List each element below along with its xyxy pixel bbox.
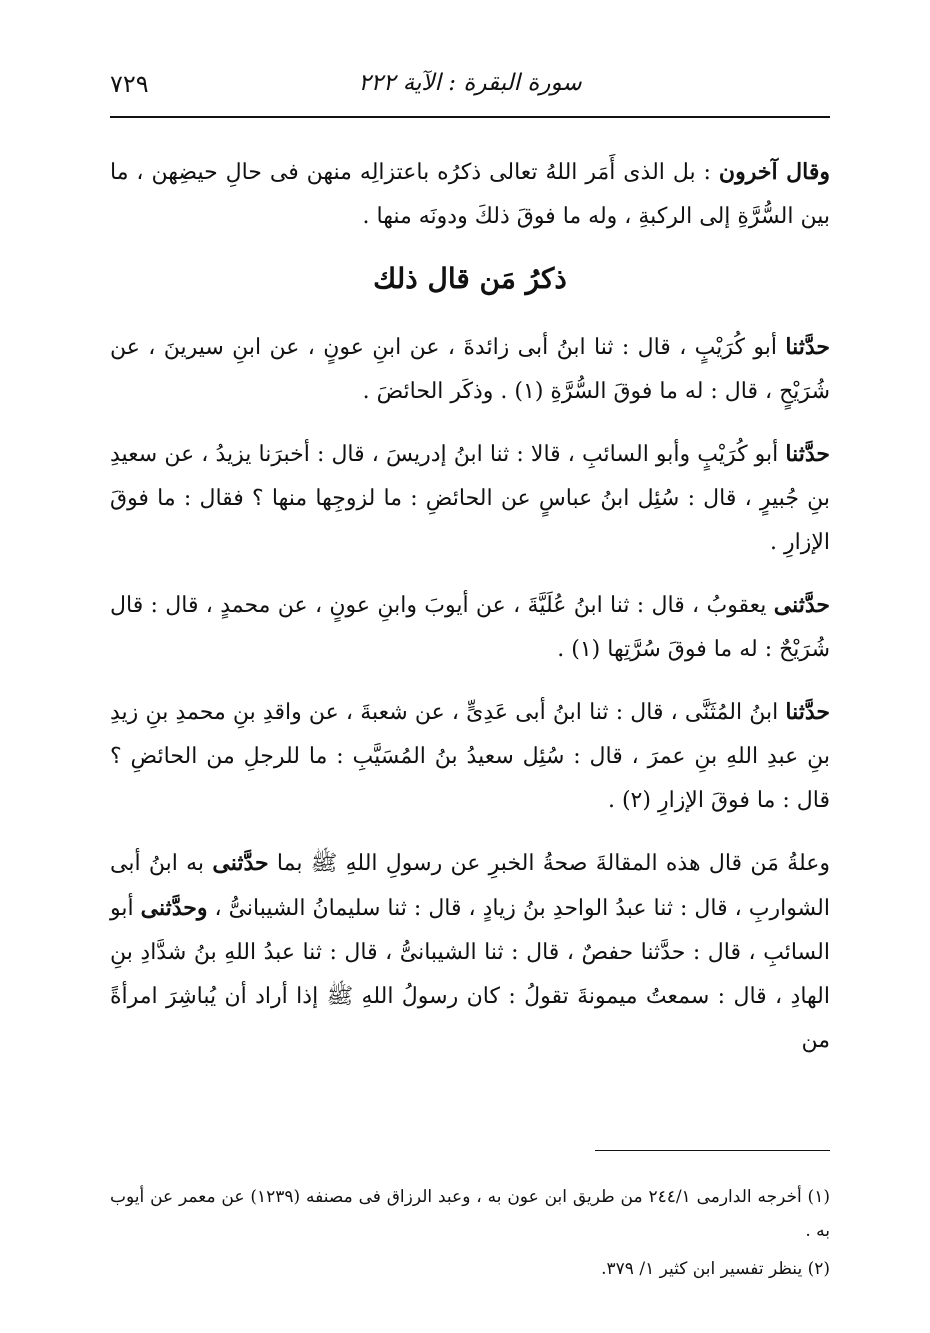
closing-lead-2: وحدَّثنى xyxy=(140,895,208,921)
narration-text: ابنُ المُثَنَّى ، قال : ثنا ابنُ أبى عَدِىٍّ ، عن شعبةَ ، عن واقدِ بنِ محمدِ بنِ زيدِ بنِ عبدِ اللهِ بنِ عمرَ ، قال : سُئِل سعيدُ بنُ المُسَيَّبِ : ما للرجلِ من الحائضِ ؟ قال : ما فوقَ الإزارِ (٢) . xyxy=(110,700,830,813)
narration-lead: حدَّثنا xyxy=(785,441,830,467)
page-number: ٧٢٩ xyxy=(110,70,149,98)
narration-text: أبو كُرَيْبٍ ، قال : ثنا ابنُ أبى زائدةَ ، عن ابنِ عونٍ ، عن ابنِ سيرينَ ، عن شُرَيْحٍ ، قال : له ما فوقَ السُّرَّةِ (١) . وذكَر الحائضَ . xyxy=(110,335,830,404)
narration-text: يعقوبُ ، قال : ثنا ابنُ عُلَيَّةَ ، عن أيوبَ وابنِ عونٍ ، عن محمدٍ ، قال : قال شُرَيْحٌ : له ما فوقَ سُرَّتِها (١) . xyxy=(110,593,830,662)
section-heading: ذكرُ مَن قال ذلك xyxy=(373,262,567,295)
footnote-item: (١) أخرجه الدارمى ٢٤٤/١ من طريق ابن عون به ، وعبد الرزاق فى مصنفه (١٢٣٩) عن معمر عن أيوب به . xyxy=(110,1187,830,1241)
main-text xyxy=(110,150,830,1081)
narration-lead: حدَّثنا xyxy=(785,699,830,725)
narration-text: أبو كُرَيْبٍ وأبو السائبِ ، قالا : ثنا ابنُ إدريسَ ، قال : أخبرَنا يزيدُ ، عن سعيدِ بنِ جُبيرٍ ، قال : سُئِل ابنُ عباسٍ عن الحائضِ : ما لزوجِها منها ؟ فقال : ما فوقَ الإزارِ . xyxy=(110,442,830,555)
closing-text-2: به ابنُ أبى الشواربِ ، قال : ثنا عبدُ الواحدِ بنُ زيادٍ ، قال : ثنا سليمانُ الشيبانىُّ ، xyxy=(110,851,830,921)
narration-paragraph xyxy=(110,690,830,823)
narration-lead: حدَّثنا xyxy=(785,334,830,360)
page-header xyxy=(110,70,830,110)
narration-paragraph xyxy=(110,583,830,672)
closing-text-1: وعلةُ مَن قال هذه المقالةَ صحةُ الخبرِ عن رسولِ اللهِ ﷺ بما xyxy=(268,851,830,876)
closing-text-3: أبو السائبِ ، قال : حدَّثنا حفصٌ ، قال : ثنا الشيبانىُّ ، قال : ثنا عبدُ اللهِ بنُ شدَّادِ بنِ الهادِ ، قال : سمعتُ ميمونةَ تقولُ : كان رسولُ اللهِ ﷺ إذا أراد أن يُباشِرَ امرأةً من xyxy=(110,896,830,1053)
narration-paragraph xyxy=(110,325,830,414)
footnote-rule xyxy=(595,1150,830,1151)
footnote-item: (٢) ينظر تفسير ابن كثير ١/ ٣٧٩. xyxy=(601,1259,830,1279)
intro-lead: وقال آخرون xyxy=(718,159,830,185)
header-rule xyxy=(110,116,830,118)
intro-paragraph xyxy=(110,150,830,239)
closing-paragraph xyxy=(110,841,830,1063)
footnotes xyxy=(110,1180,830,1290)
closing-lead-1: حدَّثنى xyxy=(212,850,269,876)
running-head: سورة البقرة : الآية ٢٢٢ xyxy=(358,70,582,96)
narration-lead: حدَّثنى xyxy=(773,592,830,618)
narration-paragraph xyxy=(110,432,830,565)
intro-text: : بل الذى أَمَر اللهُ تعالى ذكرُه باعتزالِه منهن فى حالِ حيضِهن ، ما بين السُّرَّةِ إلى الركبةِ ، وله ما فوقَ ذلكَ ودونَه منها . xyxy=(110,160,830,229)
